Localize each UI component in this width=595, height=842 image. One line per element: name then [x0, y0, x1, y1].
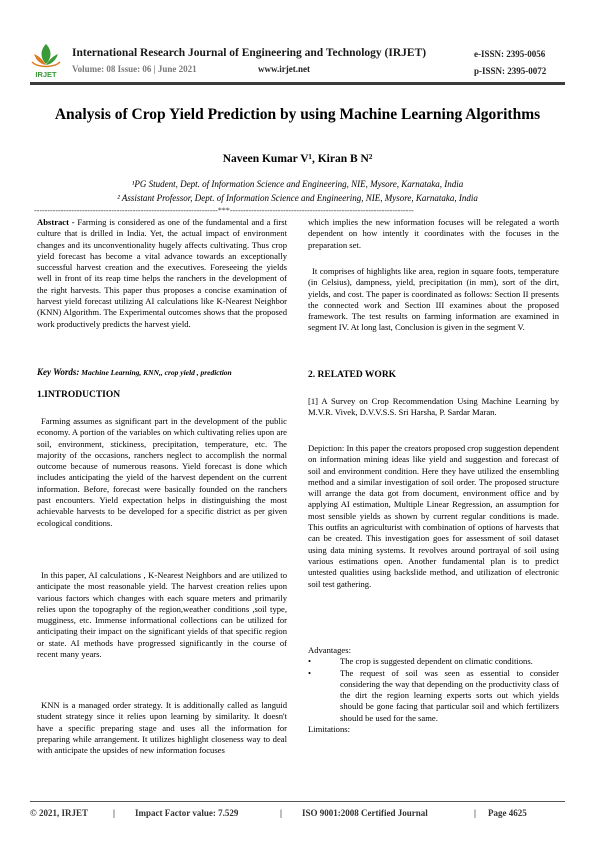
affiliation-1: ¹PG Student, Dept. of Information Science and Engineering, NIE, Mysore, Karnataka, India: [131, 179, 464, 189]
limitations-label: Limitations:: [308, 724, 351, 735]
e-issn: e-ISSN: 2395-0056: [474, 49, 546, 59]
intro-paragraph-2: [37, 570, 287, 660]
journal-website[interactable]: www.irjet.net: [258, 64, 310, 74]
abstract-text: Farming is considered as one of the fundamental and a first culture that is drilled in India. Yet, the actual impact of environment changes and its unconventionality hugely affects cultivating. Thus crop yield forecast has become a vital advance towards an exceptionally successful harvest creation and the executives. Foreseeing the yields well in front of its reap time helps the ranchers in the development of the right harvests. This paper thus proposes a concise examination of harvest yield forecast utilizing AI calculations like K-Nearest Neighbor (KNN) Algorithm. The Experimental outcomes shows that the proposed work productively predicts the harvest yield.: [37, 217, 287, 329]
keywords: [37, 367, 287, 377]
footer: [30, 808, 565, 818]
advantage-1-text: The crop is suggested dependent on climatic conditions.: [340, 656, 533, 667]
intro-p1-text: Farming assumes as significant part in the development of the public economy. A portion of the variables on which cultivating relies upon are soil, environment, stickiness, precipitation, temperature, etc. The majority of the occasions, ranchers neglect to accomplish the normal outcome because of numerous reasons. Yield forecast is done which includes anticipating the yield of the harvest dependent on the current information. Before, forecast were basically founded on the ranchers past encounters. Yield expectation helps in distinguishing the most achievable harvests to be developed for a specific district as per given ecological conditions.: [37, 416, 287, 528]
keywords-text: Machine Learning, KNN,, crop yield , prediction: [79, 368, 232, 377]
section-separator: ---------------------------------------------------------------------***---------------------------------------------------------------------: [34, 206, 414, 215]
advantage-item-2: [308, 668, 559, 724]
affiliation-2: ² Assistant Professor, Dept. of Information Science and Engineering, NIE, Mysore, Karnataka, India: [117, 193, 478, 203]
keywords-label: Key Words:: [37, 367, 80, 377]
highlights-paragraph: [308, 266, 559, 334]
volume-issue: Volume: 08 Issue: 06 | June 2021: [72, 64, 197, 74]
footer-iso: ISO 9001:2008 Certified Journal: [302, 808, 428, 818]
bullet-icon: •: [308, 656, 312, 667]
advantages-label: Advantages:: [308, 645, 351, 655]
intro-continued-text: which implies the new information focuses will be relegated a worth dependent on how intently it coordinates with the focuses in the preparation set.: [308, 217, 559, 250]
abstract: [37, 217, 287, 330]
header-rule: [30, 82, 565, 85]
footer-copyright: © 2021, IRJET: [30, 808, 88, 818]
advantage-2-text: The request of soil was seen as essential to consider considering the way that depending on the productivity class of the dirt the region learning experts sorts out which yields should be gone facing that particular soil and which fertilizers should be used for the same.: [340, 667, 559, 723]
reference-1-text: [1] A Survey on Crop Recommendation Using Machine Learning by M.V.R. Vivek, D.V.V.S.S. Sri Harsha, P. Sardar Maran.: [308, 396, 559, 418]
footer-page-number: Page 4625: [488, 808, 527, 818]
intro-p3-text: KNN is a managed order strategy. It is additionally called as languid student strategy since it relies upon learning by similarity. It doesn't have a specific preparing stage and uses all the information for preparing while arrangement. It utilizes highlight closeness way to deal with anticipate the upsides of new information focuses: [37, 700, 287, 756]
footer-impact-factor: Impact Factor value: 7.529: [135, 808, 239, 818]
bullet-icon: •: [308, 667, 312, 678]
footer-divider: |: [280, 808, 282, 818]
footer-divider: |: [113, 808, 115, 818]
intro-p2-text: In this paper, AI calculations , K-Nearest Neighbors and are utilized to anticipate the most reasonable yield. The harvest creation relies upon various factors which changes with each square meters and primarily relies upon the topography of the region,weather conditions ,soil type, mugginess, etc. Immense informational collections can be utilized for anticipating their impact on the significant yields of that specific region or state. AI methods have progressed significantly in the course of recent many years.: [37, 570, 287, 660]
depiction-paragraph: [308, 443, 559, 590]
intro-paragraph-1: [37, 416, 287, 529]
journal-name: International Research Journal of Engineering and Technology (IRJET): [72, 47, 427, 59]
introduction-heading: 1.INTRODUCTION: [37, 390, 121, 400]
footer-divider: |: [474, 808, 476, 818]
highlights-text: It comprises of highlights like area, region in square foots, temperature (in Celsius), dampness, yield, precipitation (in mm), sort of the dirt, yields, and cost. The paper is coordinated as follows: Section II presents the connected work and Section III examines about the proposed framework. The test results on farming information are examined in segment IV. At long last, Conclusion is given in the segment V.: [308, 266, 559, 333]
irjet-logo: [30, 40, 62, 80]
paper-title: Analysis of Crop Yield Prediction by using Machine Learning Algorithms: [54, 106, 541, 123]
reference-1: [308, 396, 559, 419]
authors: Naveen Kumar V¹, Kiran B N²: [222, 153, 373, 165]
abstract-label: Abstract -: [37, 217, 75, 227]
intro-continued: [308, 217, 559, 251]
footer-rule: [30, 801, 565, 802]
intro-paragraph-3: [37, 700, 287, 756]
advantages-block: [308, 645, 559, 735]
advantage-item-1: [308, 656, 559, 667]
related-work-heading: 2. RELATED WORK: [308, 370, 397, 380]
depiction-text: Depiction: In this paper the creators proposed crop suggestion dependent on information mining ideas like yield and suggestion and forecast of soil and environment condition. Here they have utilized the ensembling method and a similar investigation of soil order. The proposed structure will arrange the data got from document, environment office and by applying AI estimation, Multiple Linear Regression, an assumption for most sensible yields as shown by current regular conditions is made. This outfits an agriculturist with combination of options of harvests that can be created. This investigation goes for assessment of soil dataset using data mining systems. It revolves around portrayal of soil using various estimations open. Another fundamental plan is to predict untested qualities using backslide method, and utilization of electronic soil test gathering.: [308, 443, 559, 589]
logo-text: IRJET: [35, 70, 57, 79]
p-issn: p-ISSN: 2395-0072: [474, 66, 547, 76]
